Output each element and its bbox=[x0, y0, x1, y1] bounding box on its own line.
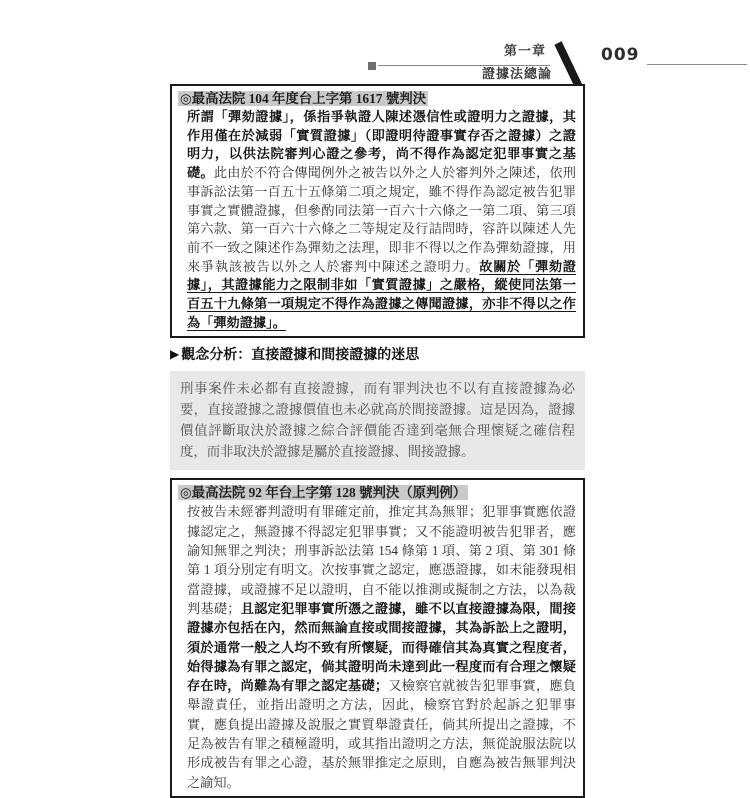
judgment-title-highlight: ◎最高法院 104 年度台上字第 1617 號判決 bbox=[180, 91, 427, 106]
judgment-text-regular: 又檢察官就被告犯罪事實，應負舉證責任，並指出證明之方法，因此，檢察官對於起訴之犯罪事實，應負提出證據及說服之實質舉證責任，倘其所提出之證據，不足為被告有罪之積極證明，或其指出證明之方法，無從說服法院以形成被告有罪之心證，基於無罪推定之原則，自應為被告無罪判決之諭知。 bbox=[187, 678, 576, 790]
judgment-title bbox=[178, 89, 576, 108]
page-number: 009 bbox=[601, 45, 640, 65]
judgment-title-highlight: ◎最高法院 92 年台上字第 128 號判決（原判例） bbox=[180, 485, 467, 501]
judgment-box-104 bbox=[170, 84, 585, 338]
page-content bbox=[170, 84, 585, 798]
judgment-body bbox=[187, 502, 576, 791]
running-head bbox=[0, 20, 750, 81]
judgment-text-bold: 所謂「彈劾證據」，係指爭執證人陳述憑信性或證明力之證據，其作用僅在於減弱「實質證據」（即證明待證事實存否之證據）之證明力，以供法院審判心證之參考，尚不得作為認定犯罪事實之基礎。 bbox=[187, 109, 576, 181]
judgment-text-regular: 按被告未經審判證明有罪確定前，推定其為無罪；犯罪事實應依證據認定之，無證據不得認定犯罪事實；又不能證明被告犯罪者，應諭知無罪之判決；刑事訴訟法第 154 條第 1 項、第 2 項、第 301 條第 1 項分別定有明文。次按事實之認定，應憑證據，如未能發現相當證據，或證據不足以證明，自不能以推測或擬制之方法，以為裁判基礎； bbox=[187, 504, 576, 616]
header-rule-right bbox=[647, 64, 747, 65]
judgment-text-regular: 此由於不符合傳聞例外之被告以外之人於審判外之陳述，依刑事訴訟法第一百五十五條第二項之規定，雖不得作為認定被告犯罪事實之實體證據，但參酌同法第一百六十六條之一第二項、第三項第六款、第一百六十六條之二等規定及行詰問時，容許以陳述人先前不一致之陳述作為彈劾之法理，即非不得以之作為彈劾證據，用來爭執該被告以外之人於審判中陳述之證明力。 bbox=[187, 165, 576, 274]
chapter-title: 第一章 bbox=[503, 43, 546, 58]
section-title: 證據法總論 bbox=[481, 66, 552, 81]
header-square-ornament bbox=[368, 62, 376, 70]
concept-analysis-heading bbox=[170, 345, 585, 366]
judgment-text-bold-underline: 故關於「彈劾證據」，其證據能力之限制非如「實質證據」之嚴格，縱使同法第一百五十九條第一項規定不得作為證據之傳聞證據，亦非不得以之作為「彈劾證據」。 bbox=[187, 258, 576, 330]
judgment-body bbox=[187, 108, 576, 332]
triangle-marker-icon: ▶ bbox=[170, 347, 180, 362]
concept-heading-text: 觀念分析：直接證據和間接證據的迷思 bbox=[181, 348, 420, 364]
judgment-title bbox=[178, 483, 576, 502]
judgment-text-bold: 且認定犯罪事實所憑之證據，雖不以直接證據為限，間接證據亦包括在內，然而無論直接或間接證據，其為訴訟上之證明，須於通常一般之人均不致有所懷疑，而得確信其為真實之程度者，始得據為有罪之認定，倘其證明尚未達到此一程度而有合理之懷疑存在時，尚難為有罪之認定基礎； bbox=[187, 600, 576, 694]
concept-analysis-box bbox=[170, 371, 585, 470]
concept-body-text: 刑事案件未必都有直接證據，而有罪判決也不以有直接證據為必要，直接證據之證據價值也未必就高於間接證據。這是因為，證據價值評斷取決於證據之綜合評價能否達到毫無合理懷疑之確信程度，而非取決於證據是屬於直接證據、間接證據。 bbox=[180, 381, 575, 460]
